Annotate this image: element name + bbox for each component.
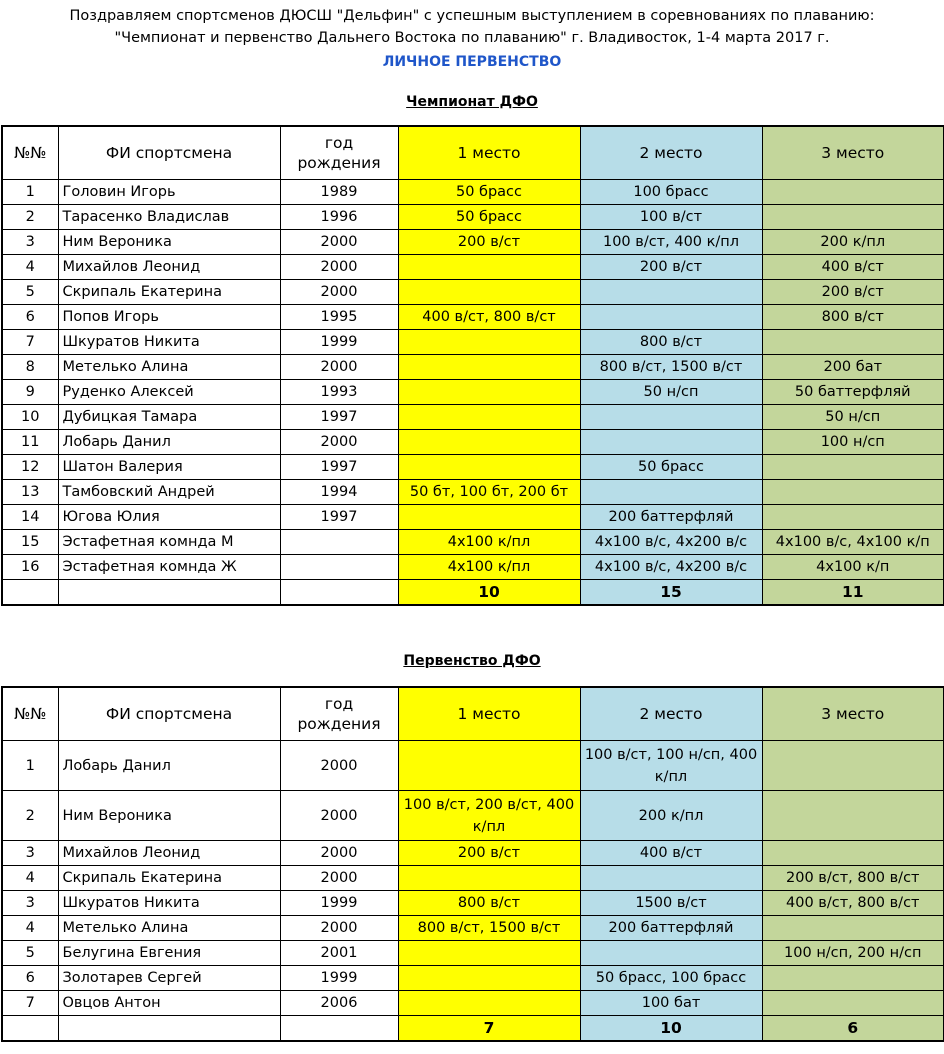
first-place-events <box>398 991 580 1016</box>
athlete-name: Тамбовский Андрей <box>58 480 280 505</box>
header-athlete-name: ФИ спортсмена <box>58 126 280 180</box>
total-second-places: 10 <box>580 1016 762 1042</box>
table-row <box>2 891 944 916</box>
birth-year: 1996 <box>280 205 398 230</box>
header-number: №№ <box>2 687 58 741</box>
athlete-name: Попов Игорь <box>58 305 280 330</box>
table-row <box>2 916 944 941</box>
row-number: 6 <box>2 966 58 991</box>
third-place-events <box>762 180 944 205</box>
totals-empty-name <box>58 1016 280 1042</box>
athlete-name: Ним Вероника <box>58 791 280 841</box>
row-number: 14 <box>2 505 58 530</box>
third-place-events <box>762 966 944 991</box>
third-place-events: 400 в/ст, 800 в/ст <box>762 891 944 916</box>
third-place-events: 100 н/сп, 200 н/сп <box>762 941 944 966</box>
table-row <box>2 405 944 430</box>
birth-year: 1997 <box>280 505 398 530</box>
birth-year: 1994 <box>280 480 398 505</box>
second-place-events <box>580 430 762 455</box>
second-place-events: 100 в/ст <box>580 205 762 230</box>
first-place-events: 4х100 к/пл <box>398 530 580 555</box>
athlete-name: Шатон Валерия <box>58 455 280 480</box>
table-row <box>2 280 944 305</box>
second-place-events: 100 бат <box>580 991 762 1016</box>
athlete-name: Метелько Алина <box>58 916 280 941</box>
athlete-name: Дубицкая Тамара <box>58 405 280 430</box>
row-number: 3 <box>2 230 58 255</box>
athlete-name: Тарасенко Владислав <box>58 205 280 230</box>
row-number: 1 <box>2 180 58 205</box>
third-place-events <box>762 791 944 841</box>
third-place-events <box>762 480 944 505</box>
table-row <box>2 430 944 455</box>
birth-year: 1989 <box>280 180 398 205</box>
second-place-events: 1500 в/ст <box>580 891 762 916</box>
first-place-events: 50 брасс <box>398 180 580 205</box>
total-third-places: 6 <box>762 1016 944 1042</box>
table-row <box>2 305 944 330</box>
first-place-events <box>398 941 580 966</box>
first-place-events: 800 в/ст, 1500 в/ст <box>398 916 580 941</box>
row-number: 9 <box>2 380 58 405</box>
second-place-events: 200 баттерфляй <box>580 505 762 530</box>
third-place-events <box>762 741 944 791</box>
table-row <box>2 180 944 205</box>
header-second-place: 2 место <box>580 126 762 180</box>
header-second-place: 2 место <box>580 687 762 741</box>
third-place-events <box>762 505 944 530</box>
table-row <box>2 255 944 280</box>
header-third-place: 3 место <box>762 126 944 180</box>
championship-table <box>1 125 944 606</box>
first-place-events <box>398 966 580 991</box>
athlete-name: Эстафетная комнда М <box>58 530 280 555</box>
second-place-events: 100 в/ст, 100 н/сп, 400 к/пл <box>580 741 762 791</box>
third-place-events <box>762 330 944 355</box>
athlete-name: Лобарь Данил <box>58 741 280 791</box>
birth-year: 1993 <box>280 380 398 405</box>
birth-year: 2000 <box>280 255 398 280</box>
athlete-name: Михайлов Леонид <box>58 255 280 280</box>
third-place-events: 400 в/ст <box>762 255 944 280</box>
first-place-events: 4х100 к/пл <box>398 555 580 580</box>
first-place-events <box>398 255 580 280</box>
totals-row <box>2 580 944 606</box>
table-row <box>2 530 944 555</box>
table-row <box>2 355 944 380</box>
table-row <box>2 480 944 505</box>
table-row <box>2 455 944 480</box>
third-place-events: 100 н/сп <box>762 430 944 455</box>
totals-empty-name <box>58 580 280 606</box>
table-header-row <box>2 126 944 180</box>
birth-year: 1997 <box>280 405 398 430</box>
birth-year: 2000 <box>280 230 398 255</box>
athlete-name: Югова Юлия <box>58 505 280 530</box>
first-place-events <box>398 330 580 355</box>
first-place-events <box>398 505 580 530</box>
athlete-name: Скрипаль Екатерина <box>58 866 280 891</box>
first-place-events: 100 в/ст, 200 в/ст, 400 к/пл <box>398 791 580 841</box>
first-place-events: 50 бт, 100 бт, 200 бт <box>398 480 580 505</box>
row-number: 2 <box>2 205 58 230</box>
birth-year: 1995 <box>280 305 398 330</box>
total-second-places: 15 <box>580 580 762 606</box>
birth-year <box>280 530 398 555</box>
championship-title: Чемпионат ДФО <box>406 94 538 110</box>
birth-year: 1999 <box>280 330 398 355</box>
row-number: 2 <box>2 791 58 841</box>
row-number: 5 <box>2 941 58 966</box>
second-place-events: 50 брасс <box>580 455 762 480</box>
youth-championship-title: Первенство ДФО <box>403 653 541 669</box>
first-place-events <box>398 866 580 891</box>
second-place-events: 800 в/ст, 1500 в/ст <box>580 355 762 380</box>
birth-year <box>280 555 398 580</box>
athlete-name: Руденко Алексей <box>58 380 280 405</box>
second-place-events: 200 баттерфляй <box>580 916 762 941</box>
birth-year: 2000 <box>280 866 398 891</box>
total-first-places: 7 <box>398 1016 580 1042</box>
third-place-events: 50 баттерфляй <box>762 380 944 405</box>
birth-year: 2001 <box>280 941 398 966</box>
header-first-place: 1 место <box>398 687 580 741</box>
row-number: 7 <box>2 330 58 355</box>
second-place-events: 400 в/ст <box>580 841 762 866</box>
row-number: 16 <box>2 555 58 580</box>
totals-row <box>2 1016 944 1042</box>
table-header-row <box>2 687 944 741</box>
birth-year: 2000 <box>280 741 398 791</box>
row-number: 13 <box>2 480 58 505</box>
table-row <box>2 791 944 841</box>
athlete-name: Овцов Антон <box>58 991 280 1016</box>
athlete-name: Метелько Алина <box>58 355 280 380</box>
table-row <box>2 205 944 230</box>
birth-year: 1997 <box>280 455 398 480</box>
header-birth-year: год рождения <box>280 126 398 180</box>
third-place-events: 200 к/пл <box>762 230 944 255</box>
first-place-events <box>398 455 580 480</box>
personal-standings-title: ЛИЧНОЕ ПЕРВЕНСТВО <box>382 54 562 70</box>
total-first-places: 10 <box>398 580 580 606</box>
totals-empty-number <box>2 1016 58 1042</box>
total-third-places: 11 <box>762 580 944 606</box>
athlete-name: Золотарев Сергей <box>58 966 280 991</box>
first-place-events: 400 в/ст, 800 в/ст <box>398 305 580 330</box>
row-number: 7 <box>2 991 58 1016</box>
table-row <box>2 941 944 966</box>
congratulation-line: Поздравляем спортсменов ДЮСШ "Дельфин" с успешным выступлением в соревнованиях по плаванию: <box>69 8 875 24</box>
third-place-events <box>762 205 944 230</box>
third-place-events <box>762 916 944 941</box>
header-first-place: 1 место <box>398 126 580 180</box>
athlete-name: Михайлов Леонид <box>58 841 280 866</box>
athlete-name: Эстафетная комнда Ж <box>58 555 280 580</box>
second-place-events: 200 к/пл <box>580 791 762 841</box>
row-number: 11 <box>2 430 58 455</box>
table-row <box>2 330 944 355</box>
second-place-events <box>580 405 762 430</box>
totals-empty-number <box>2 580 58 606</box>
birth-year: 2000 <box>280 791 398 841</box>
third-place-events: 800 в/ст <box>762 305 944 330</box>
third-place-events <box>762 841 944 866</box>
first-place-events: 200 в/ст <box>398 230 580 255</box>
birth-year: 2000 <box>280 841 398 866</box>
competition-title: "Чемпионат и первенство Дальнего Востока по плаванию" г. Владивосток, 1-4 марта 2017 г. <box>114 30 830 46</box>
first-place-events: 50 брасс <box>398 205 580 230</box>
row-number: 12 <box>2 455 58 480</box>
table-row <box>2 966 944 991</box>
row-number: 3 <box>2 891 58 916</box>
header-athlete-name: ФИ спортсмена <box>58 687 280 741</box>
table-row <box>2 741 944 791</box>
second-place-events: 50 н/сп <box>580 380 762 405</box>
first-place-events <box>398 430 580 455</box>
athlete-name: Головин Игорь <box>58 180 280 205</box>
third-place-events: 50 н/сп <box>762 405 944 430</box>
row-number: 8 <box>2 355 58 380</box>
birth-year: 2006 <box>280 991 398 1016</box>
table-row <box>2 505 944 530</box>
row-number: 5 <box>2 280 58 305</box>
third-place-events <box>762 991 944 1016</box>
second-place-events: 100 брасс <box>580 180 762 205</box>
row-number: 6 <box>2 305 58 330</box>
first-place-events <box>398 405 580 430</box>
row-number: 4 <box>2 916 58 941</box>
first-place-events <box>398 280 580 305</box>
second-place-events: 100 в/ст, 400 к/пл <box>580 230 762 255</box>
first-place-events <box>398 380 580 405</box>
totals-empty-year <box>280 1016 398 1042</box>
row-number: 4 <box>2 866 58 891</box>
table-row <box>2 555 944 580</box>
table-row <box>2 866 944 891</box>
third-place-events: 4х100 к/п <box>762 555 944 580</box>
header-third-place: 3 место <box>762 687 944 741</box>
athlete-name: Шкуратов Никита <box>58 330 280 355</box>
athlete-name: Белугина Евгения <box>58 941 280 966</box>
first-place-events: 200 в/ст <box>398 841 580 866</box>
third-place-events: 200 бат <box>762 355 944 380</box>
table-row <box>2 991 944 1016</box>
athlete-name: Лобарь Данил <box>58 430 280 455</box>
second-place-events <box>580 866 762 891</box>
header-birth-year: год рождения <box>280 687 398 741</box>
row-number: 10 <box>2 405 58 430</box>
second-place-events <box>580 941 762 966</box>
birth-year: 1999 <box>280 891 398 916</box>
third-place-events: 200 в/ст <box>762 280 944 305</box>
athlete-name: Ним Вероника <box>58 230 280 255</box>
row-number: 1 <box>2 741 58 791</box>
second-place-events: 800 в/ст <box>580 330 762 355</box>
second-place-events <box>580 305 762 330</box>
birth-year: 2000 <box>280 280 398 305</box>
birth-year: 1999 <box>280 966 398 991</box>
birth-year: 2000 <box>280 916 398 941</box>
totals-empty-year <box>280 580 398 606</box>
third-place-events <box>762 455 944 480</box>
row-number: 15 <box>2 530 58 555</box>
table-row <box>2 841 944 866</box>
second-place-events: 4х100 в/с, 4х200 в/с <box>580 530 762 555</box>
second-place-events: 4х100 в/с, 4х200 в/с <box>580 555 762 580</box>
second-place-events <box>580 280 762 305</box>
table-row <box>2 380 944 405</box>
youth-championship-table <box>1 686 944 1042</box>
third-place-events: 4х100 в/с, 4х100 к/п <box>762 530 944 555</box>
third-place-events: 200 в/ст, 800 в/ст <box>762 866 944 891</box>
first-place-events: 800 в/ст <box>398 891 580 916</box>
second-place-events: 200 в/ст <box>580 255 762 280</box>
row-number: 4 <box>2 255 58 280</box>
first-place-events <box>398 355 580 380</box>
first-place-events <box>398 741 580 791</box>
birth-year: 2000 <box>280 355 398 380</box>
table-row <box>2 230 944 255</box>
birth-year: 2000 <box>280 430 398 455</box>
second-place-events <box>580 480 762 505</box>
second-place-events: 50 брасс, 100 брасс <box>580 966 762 991</box>
athlete-name: Скрипаль Екатерина <box>58 280 280 305</box>
athlete-name: Шкуратов Никита <box>58 891 280 916</box>
row-number: 3 <box>2 841 58 866</box>
header-number: №№ <box>2 126 58 180</box>
